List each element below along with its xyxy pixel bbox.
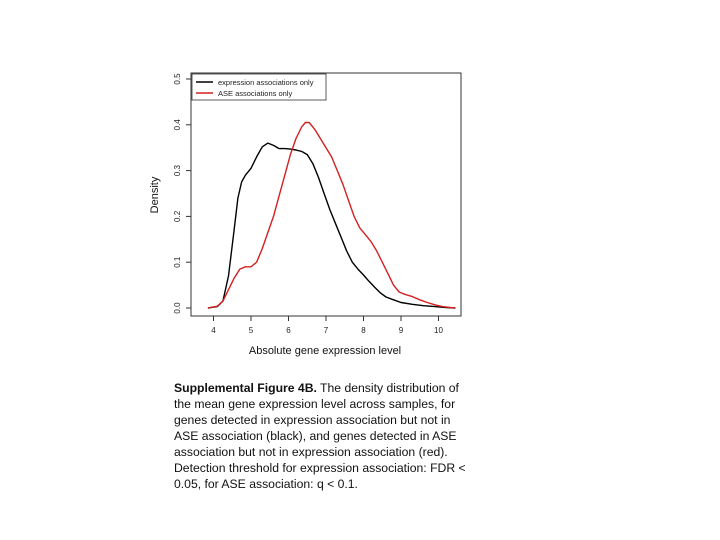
x-tick-label: 9	[398, 326, 404, 335]
legend-label: expression associations only	[218, 78, 314, 87]
caption-label: Supplemental Figure 4B.	[174, 381, 317, 395]
x-axis-label: Absolute gene expression level	[248, 345, 402, 357]
y-axis	[173, 73, 191, 314]
legend-label: ASE associations only	[218, 89, 293, 98]
y-tick-label: 0.5	[173, 73, 182, 85]
y-axis-label: Density	[149, 176, 161, 214]
x-tick-label: 7	[323, 326, 329, 335]
y-tick-label: 0.3	[173, 165, 182, 177]
y-tick-label: 0.4	[173, 119, 182, 131]
x-tick-label: 5	[248, 326, 254, 335]
x-tick-label: 10	[434, 326, 443, 335]
y-tick-label: 0.0	[173, 302, 182, 314]
x-tick-label: 6	[286, 326, 291, 335]
y-tick-label: 0.1	[173, 256, 182, 268]
plot-frame	[191, 73, 461, 316]
x-tick-label: 4	[211, 326, 216, 335]
y-tick-label: 0.2	[173, 210, 182, 222]
x-tick-label: 8	[361, 326, 366, 335]
x-axis	[211, 316, 443, 335]
series-layer	[208, 123, 456, 309]
legend	[192, 74, 326, 100]
series-line-expression	[208, 143, 456, 308]
figure-caption	[174, 380, 474, 492]
caption-text: The density distribution of the mean gene expression level across samples, for genes detected in expression association but not in ASE association (black), and genes detected in ASE association but not in expression association (red). Detection threshold for expression association: FDR < 0.05, for ASE association: q < 0.1.	[174, 381, 466, 491]
